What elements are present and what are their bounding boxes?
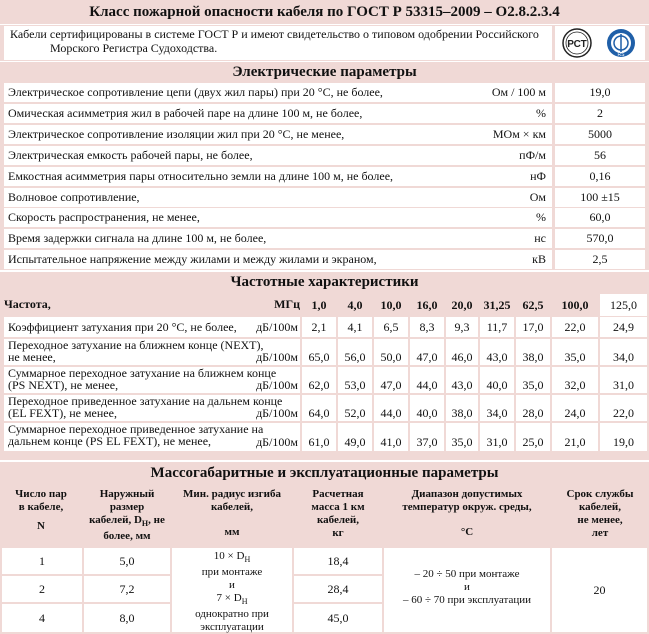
freq-header-cell: 1,0 — [311, 298, 327, 312]
param-name: Электрическое сопротивление цепи (двух жил пары) при 20 °С, не более, — [4, 83, 394, 102]
param-value: 570,0 — [555, 229, 645, 248]
electrical-table — [0, 82, 649, 270]
pairs-cell-2: 2 — [2, 576, 82, 602]
freq-value-cell: 32,0 — [552, 367, 598, 393]
freq-value-cell: 34,0 — [600, 339, 647, 365]
param-unit: Ом / 100 м — [394, 83, 552, 102]
electrical-heading: Электрические параметры — [0, 62, 649, 82]
freq-row-line1: Переходное приведенное затухание на дальнем конце — [8, 394, 283, 408]
freq-value-cell: 64,0 — [302, 395, 336, 421]
param-name: Волновое сопротивление, — [4, 188, 394, 207]
freq-row-unit: дБ/100м — [256, 435, 298, 449]
freq-row-unit: дБ/100м — [256, 378, 298, 392]
freq-value-cell: 38,0 — [446, 395, 478, 421]
freq-value-cell: 28,0 — [516, 395, 550, 421]
param-value: 19,0 — [555, 83, 645, 102]
freq-value-cell: 34,0 — [480, 395, 514, 421]
param-value: 5000 — [555, 125, 645, 144]
freq-value-cell: 22,0 — [600, 395, 647, 421]
col-temp-header: Диапазон допустимых температур окруж. среды, °С — [402, 488, 532, 538]
title-bar — [0, 0, 649, 24]
freq-value-cell: 49,0 — [338, 423, 372, 451]
freq-value-cell: 43,0 — [446, 367, 478, 393]
pairs-cell-4: 4 — [2, 604, 82, 632]
param-name: Электрическая емкость рабочей пары, не более, — [4, 146, 394, 165]
param-unit: нс — [394, 229, 552, 248]
electrical-row — [0, 187, 649, 208]
col-radius-header: Мин. радиус изгиба кабелей, мм — [183, 488, 281, 538]
freq-value-cell: 21,0 — [552, 423, 598, 451]
electrical-row — [0, 249, 649, 270]
temp-cell: – 20 ÷ 50 при монтаже и – 60 ÷ 70 при эксплуатации — [384, 548, 550, 632]
freq-header-cell: 10,0 — [380, 298, 402, 312]
freq-row-line2: (EL FEXT), не менее, — [8, 406, 117, 420]
freq-row-unit: дБ/100м — [256, 350, 298, 364]
freq-row-unit: дБ/100м — [256, 406, 298, 420]
freq-value-cell: 40,0 — [480, 367, 514, 393]
freq-value-cell: 35,0 — [446, 423, 478, 451]
freq-row-line2: дальнем конце (PS EL FEXT), не менее, — [8, 434, 212, 448]
freq-value-cell: 19,0 — [600, 423, 647, 451]
freq-row-line1: Суммарное переходное затухание на ближнем конце — [8, 366, 277, 380]
mass-cell-2: 28,4 — [294, 576, 382, 602]
freq-value-cell: 6,5 — [374, 317, 408, 337]
param-unit: кВ — [394, 250, 552, 269]
frequency-heading: Частотные характеристики — [0, 272, 649, 292]
param-value: 2,5 — [555, 250, 645, 269]
freq-value-cell: 31,0 — [480, 423, 514, 451]
param-unit: пФ/м — [394, 146, 552, 165]
param-value: 56 — [555, 146, 645, 165]
freq-value-cell: 56,0 — [338, 339, 372, 365]
col-mass-header: Расчетная масса 1 км кабелей, кг — [311, 488, 365, 539]
freq-value-cell: 52,0 — [338, 395, 372, 421]
freq-value-cell: 4,1 — [338, 317, 372, 337]
gost-logo-icon — [555, 26, 645, 60]
certification-text: Кабели сертифицированы в системе ГОСТ Р и имеют свидетельство о типовом одобрении Российского Морского Регистра Судоходства. — [4, 26, 552, 60]
electrical-row — [0, 103, 649, 124]
freq-row-line2: (PS NEXT), не менее, — [8, 378, 119, 392]
freq-value-cell: 11,7 — [480, 317, 514, 337]
param-value: 2 — [555, 104, 645, 123]
gost-logo-text: РСТ — [567, 39, 587, 50]
param-name: Время задержки сигнала на длине 100 м, не более, — [4, 229, 394, 248]
freq-value-cell: 22,0 — [552, 317, 598, 337]
freq-header-cell: 16,0 — [416, 298, 438, 312]
diameter-cell-2: 7,2 — [84, 576, 170, 602]
freq-value-cell: 44,0 — [374, 395, 408, 421]
freq-value-cell: 43,0 — [480, 339, 514, 365]
electrical-row — [0, 145, 649, 166]
col-life-header: Срок службы кабелей, не менее, лет — [566, 488, 634, 539]
electrical-row — [0, 166, 649, 187]
freq-row-line1: Переходное затухание на ближнем конце (NEXT), — [8, 338, 264, 352]
param-unit: Ом — [394, 188, 552, 207]
diameter-cell-4: 8,0 — [84, 604, 170, 632]
freq-value-cell: 17,0 — [516, 317, 550, 337]
freq-row-line1: Коэффициент затухания при 20 °С, не более, — [8, 320, 237, 334]
electrical-row — [0, 207, 649, 228]
freq-value-cell: 53,0 — [338, 367, 372, 393]
electrical-row — [0, 228, 649, 249]
param-unit: МОм × км — [394, 125, 552, 144]
freq-value-cell: 50,0 — [374, 339, 408, 365]
freq-row-line2: не менее, — [8, 350, 56, 364]
col-diameter-header: Наружный размер кабелей, $D_H$, не более, мм — [89, 488, 165, 543]
freq-header-cell: 100,0 — [561, 298, 589, 312]
rs-logo-text: RS — [617, 52, 625, 58]
freq-value-cell: 24,0 — [552, 395, 598, 421]
freq-header-cell: 20,0 — [451, 298, 473, 312]
mass-cell-1: 18,4 — [294, 548, 382, 574]
page-title: Класс пожарной опасности кабеля по ГОСТ Р 53315–2009 – О2.8.2.3.4 — [89, 4, 560, 20]
freq-value-cell: 35,0 — [552, 339, 598, 365]
freq-value-cell: 47,0 — [410, 339, 444, 365]
frequency-table — [0, 292, 649, 460]
freq-value-cell: 2,1 — [302, 317, 336, 337]
freq-value-cell: 46,0 — [446, 339, 478, 365]
life-cell: 20 — [552, 548, 647, 632]
freq-value-cell: 37,0 — [410, 423, 444, 451]
freq-header-cell: 62,5 — [522, 298, 544, 312]
param-name: Скорость распространения, не менее, — [4, 208, 394, 227]
freq-row-unit: дБ/100м — [256, 320, 298, 334]
param-name: Электрическое сопротивление изоляции жил при 20 °С, не менее, — [4, 125, 394, 144]
radius-cell: $10 \times D_H$ при монтаже и $7 \times D_H$ однократно при эксплуатации — [172, 548, 292, 632]
freq-row-line1: Суммарное переходное приведенное затухание на — [8, 422, 264, 436]
electrical-row — [0, 82, 649, 103]
freq-header-cell: 125,0 — [600, 294, 647, 316]
freq-value-cell: 40,0 — [410, 395, 444, 421]
freq-header-cell: 31,25 — [483, 298, 511, 312]
param-name: Испытательное напряжение между жилами и между жилами и экраном, — [4, 250, 394, 269]
col-pairs-header: Число пар в кабеле, N — [15, 488, 67, 532]
freq-value-cell: 9,3 — [446, 317, 478, 337]
freq-value-cell: 31,0 — [600, 367, 647, 393]
param-unit: нФ — [394, 167, 552, 186]
param-name: Емкостная асимметрия пары относительно земли на длине 100 м, не более, — [4, 167, 394, 186]
freq-header-cell: 4,0 — [347, 298, 363, 312]
freq-value-cell: 8,3 — [410, 317, 444, 337]
electrical-row — [0, 124, 649, 145]
freq-value-cell: 61,0 — [302, 423, 336, 451]
mass-cell-4: 45,0 — [294, 604, 382, 632]
pairs-cell-1: 1 — [2, 548, 82, 574]
param-value: 0,16 — [555, 167, 645, 186]
freq-value-cell: 38,0 — [516, 339, 550, 365]
freq-label: Частота, — [4, 297, 51, 311]
freq-value-cell: 47,0 — [374, 367, 408, 393]
freq-value-cell: 62,0 — [302, 367, 336, 393]
freq-unit: МГц — [274, 297, 300, 311]
freq-value-cell: 35,0 — [516, 367, 550, 393]
freq-value-cell: 44,0 — [410, 367, 444, 393]
param-value: 100 ±15 — [555, 188, 645, 207]
freq-value-cell: 65,0 — [302, 339, 336, 365]
freq-value-cell: 24,9 — [600, 317, 647, 337]
param-name: Омическая асимметрия жил в рабочей паре на длине 100 м, не более, — [4, 104, 394, 123]
logos-box — [555, 26, 645, 60]
diameter-cell-1: 5,0 — [84, 548, 170, 574]
param-unit: % — [394, 104, 552, 123]
param-unit: % — [394, 208, 552, 227]
freq-value-cell: 25,0 — [516, 423, 550, 451]
param-value: 60,0 — [555, 208, 645, 227]
freq-value-cell: 41,0 — [374, 423, 408, 451]
mass-heading: Массогабаритные и эксплуатационные параметры — [0, 462, 649, 484]
